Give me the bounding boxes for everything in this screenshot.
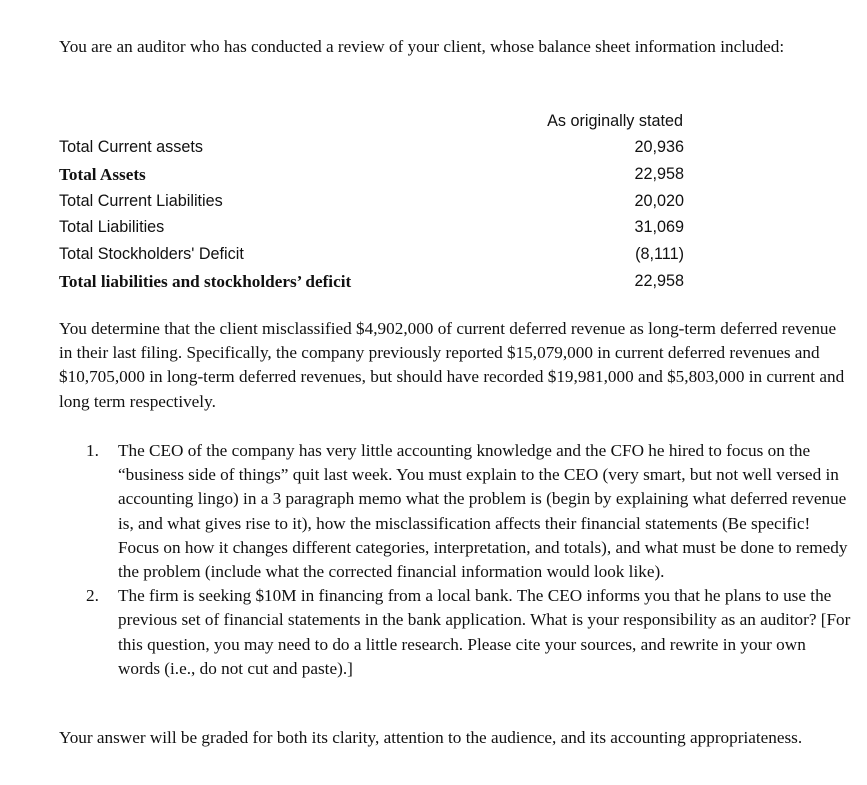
balance-sheet-label: Total Assets	[59, 165, 146, 184]
misclassification-paragraph: You determine that the client misclassified $4,902,000 of current deferred revenue as long-term deferred revenue in their last filing. Specifically, the company previously reported $15,079,000 in current deferred revenues and $10,705,000 in long-term deferred revenues, but should have recorded $19,981,000 and $5,803,000 in current and long term respectively.	[59, 319, 845, 411]
balance-sheet-row	[59, 214, 684, 241]
balance-sheet-label: Total Liabilities	[59, 218, 165, 236]
balance-sheet-value: 22,958	[634, 165, 684, 183]
balance-sheet-label: Total Current Liabilities	[59, 192, 223, 210]
question-item	[82, 584, 852, 681]
balance-sheet-value: 31,069	[634, 218, 684, 236]
question-number: 1.	[86, 441, 99, 460]
question-item	[82, 439, 852, 584]
balance-sheet-row	[59, 188, 684, 215]
balance-sheet-value: 22,958	[634, 272, 684, 290]
balance-sheet-label: Total Stockholders' Deficit	[59, 245, 244, 263]
balance-sheet-column-header: As originally stated	[547, 112, 683, 130]
balance-sheet-row	[59, 161, 684, 188]
question-text: The firm is seeking $10M in financing from a local bank. The CEO informs you that he plans to use the previous set of financial statements in the bank application. What is your responsibility as an auditor? [For this question, you may need to do a little research. Please cite your sources, and rewrite in your own words (i.e., do not cut and paste).]	[118, 586, 851, 678]
balance-sheet-label: Total liabilities and stockholders’ deficit	[59, 272, 352, 291]
balance-sheet-value: 20,936	[634, 138, 684, 156]
balance-sheet-label: Total Current assets	[59, 138, 203, 156]
question-list	[82, 439, 852, 681]
balance-sheet-value: (8,111)	[635, 245, 684, 263]
balance-sheet-row	[59, 241, 684, 268]
balance-sheet-row	[59, 268, 684, 295]
grading-note: Your answer will be graded for both its clarity, attention to the audience, and its accounting appropriateness.	[59, 728, 803, 747]
balance-sheet-value: 20,020	[634, 192, 684, 210]
question-number: 2.	[86, 586, 99, 606]
balance-sheet-row	[59, 134, 684, 161]
question-text: The CEO of the company has very little accounting knowledge and the CFO he hired to focus on the “business side of things” quit last week. You must explain to the CEO (very smart, but not well versed in accounting lingo) in a 3 paragraph memo what the problem is (begin by explaining what deferred revenue is, and what gives rise to it), how the misclassification affects their financial statements (Be specific! Focus on how it changes different categories, interpretation, and totals), and what must be done to remedy the problem (include what the corrected financial information would look like).	[118, 441, 848, 582]
intro-paragraph: You are an auditor who has conducted a review of your client, whose balance sheet information included:	[59, 37, 785, 56]
